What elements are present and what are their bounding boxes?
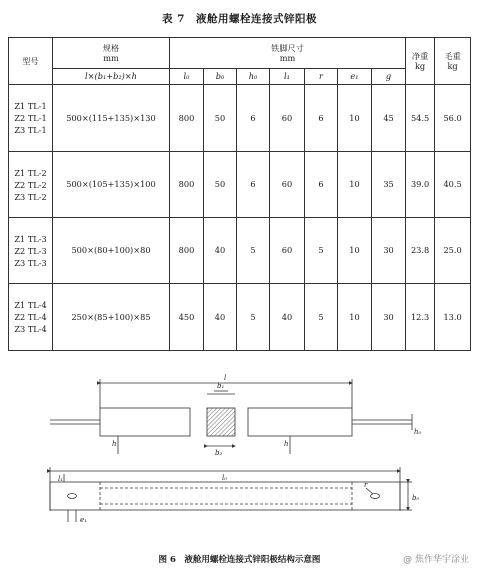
header-gross-weight: 毛重 kg [435, 38, 471, 85]
value-cell: 6 [237, 85, 270, 152]
value-cell: 5 [305, 284, 338, 351]
plan-view [50, 467, 412, 522]
spec-cell: 250×(85+100)×85 [53, 284, 170, 351]
value-cell: 5 [305, 218, 338, 284]
value-cell: 50 [204, 85, 237, 152]
header-iron: 铁脚尺寸 mm [170, 38, 406, 69]
value-cell: 60 [270, 152, 305, 218]
label-l: l [224, 374, 227, 382]
header-e1: e₁ [338, 69, 372, 85]
header-b0: b₀ [204, 69, 237, 85]
value-cell: 30 [372, 218, 406, 284]
value-cell: 5 [237, 218, 270, 284]
spec-cell: 500×(115+135)×130 [53, 85, 170, 152]
label-b1: b₁ [217, 382, 225, 390]
header-l0: l₀ [170, 69, 204, 85]
net-weight-cell: 39.0 [406, 152, 435, 218]
table-row [9, 85, 471, 152]
value-cell: 45 [372, 85, 406, 152]
value-cell: 50 [204, 152, 237, 218]
value-cell: 6 [305, 85, 338, 152]
value-cell: 60 [270, 218, 305, 284]
value-cell: 10 [338, 284, 372, 351]
model-cell: Z1 TL-2 Z2 TL-2 Z3 TL-2 [9, 152, 53, 218]
model-cell: Z1 TL-4 Z2 TL-4 Z3 TL-4 [9, 284, 53, 351]
model-cell: Z1 TL-1 Z2 TL-1 Z3 TL-1 [9, 85, 53, 152]
label-h0: h₀ [414, 428, 422, 436]
value-cell: 40 [270, 284, 305, 351]
spec-cell: 500×(80+100)×80 [53, 218, 170, 284]
side-view [50, 379, 412, 454]
label-l0: l₀ [222, 474, 228, 482]
label-b2: b₂ [215, 449, 223, 457]
value-cell: 800 [170, 152, 204, 218]
value-cell: 10 [338, 152, 372, 218]
label-h-left: h [112, 440, 117, 448]
header-spec-formula: l×(b₁+b₂)×h [53, 69, 170, 85]
value-cell: 10 [338, 218, 372, 284]
value-cell: 6 [237, 152, 270, 218]
table-row [9, 218, 471, 284]
header-h0: h₀ [237, 69, 270, 85]
label-b0: b₀ [412, 494, 420, 502]
figure-caption: 图 6 液舱用螺栓连接式锌阳极结构示意图 [158, 555, 321, 565]
spec-cell: 500×(105+135)×100 [53, 152, 170, 218]
value-cell: 5 [237, 284, 270, 351]
gross-weight-cell: 40.5 [435, 152, 471, 218]
watermark: @ 焦作华宇涂业 [403, 555, 469, 565]
value-cell: 450 [170, 284, 204, 351]
header-spec: 规格 mm [53, 38, 170, 69]
value-cell: 800 [170, 85, 204, 152]
gross-weight-cell: 13.0 [435, 284, 471, 351]
value-cell: 40 [204, 284, 237, 351]
table-row [9, 152, 471, 218]
value-cell: 40 [204, 218, 237, 284]
model-cell: Z1 TL-3 Z2 TL-3 Z3 TL-3 [9, 218, 53, 284]
anode-structure-diagram [0, 370, 479, 550]
value-cell: 35 [372, 152, 406, 218]
header-model: 型号 [9, 38, 53, 85]
net-weight-cell: 23.8 [406, 218, 435, 284]
label-h-right: h [284, 440, 289, 448]
value-cell: 60 [270, 85, 305, 152]
header-g: g [372, 69, 406, 85]
gross-weight-cell: 56.0 [435, 85, 471, 152]
value-cell: 10 [338, 85, 372, 152]
header-net-weight: 净重 kg [406, 38, 435, 85]
label-e1: e₁ [80, 516, 87, 524]
label-l1: l₁ [58, 475, 64, 483]
anode-spec-table [8, 37, 471, 351]
table-title: 表 7 液舱用螺栓连接式锌阳极 [162, 13, 317, 25]
plan-view-labels [58, 474, 419, 524]
value-cell: 800 [170, 218, 204, 284]
header-l1: l₁ [270, 69, 305, 85]
value-cell: 30 [372, 284, 406, 351]
value-cell: 6 [305, 152, 338, 218]
net-weight-cell: 54.5 [406, 85, 435, 152]
table-row [9, 284, 471, 351]
side-view-labels [112, 374, 422, 457]
header-r: r [305, 69, 338, 85]
gross-weight-cell: 25.0 [435, 218, 471, 284]
net-weight-cell: 12.3 [406, 284, 435, 351]
label-r: r [364, 481, 368, 489]
